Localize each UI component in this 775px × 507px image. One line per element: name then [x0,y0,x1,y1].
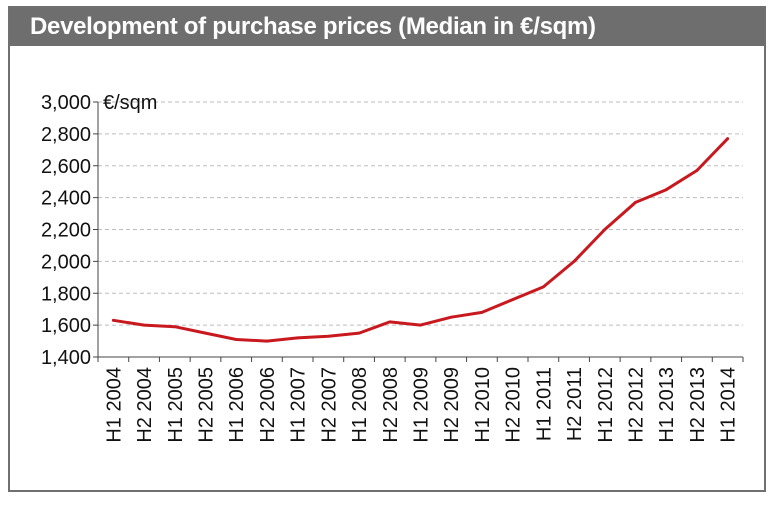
x-tick-label: H2 2007 [318,367,341,443]
x-tick-label: H1 2012 [594,367,617,443]
y-tick-label: 2,000 [40,251,91,274]
y-tick-label: 3,000 [40,92,91,114]
data-point [296,336,299,339]
x-tick-label: H2 2013 [686,367,709,443]
grid-lines [98,102,743,325]
y-tick-label: 1,800 [40,283,91,306]
data-point [665,188,668,191]
y-tick-label: 2,800 [40,123,91,146]
x-tick-label: H1 2004 [103,367,126,443]
x-tick-label: H2 2004 [134,367,157,443]
x-tick-label: H2 2005 [195,367,218,443]
data-point [726,137,729,140]
series-line [113,139,727,341]
data-point [327,335,330,338]
x-tick-label: H1 2005 [164,367,187,443]
data-point [143,324,146,327]
x-tick-label: H1 2008 [349,367,372,443]
x-tick-label: H1 2009 [410,367,433,443]
x-tick-label: H1 2007 [287,367,310,443]
x-tick-label: H1 2014 [717,367,740,443]
x-tick-label: H2 2012 [625,367,648,443]
y-tick-label: 1,600 [40,315,91,338]
data-point [112,319,115,322]
y-axis-unit-label: €/sqm [103,92,158,114]
y-axis-ticks [41,92,98,369]
data-point [266,340,269,343]
y-tick-label: 1,400 [40,347,91,369]
x-tick-label: H2 2008 [379,367,402,443]
series [112,137,729,342]
data-point [388,321,391,324]
x-tick-label: H2 2006 [256,367,279,443]
y-tick-label: 2,400 [40,187,91,210]
x-tick-label: H1 2013 [656,367,679,443]
x-tick-label: H1 2006 [226,367,249,443]
data-point [634,201,637,204]
x-axis-ticks [98,357,743,443]
data-point [235,338,238,341]
x-tick-label: H1 2011 [533,367,556,442]
x-tick-label: H1 2010 [471,367,494,443]
data-point [511,298,514,301]
data-point [450,316,453,319]
x-tick-label: H2 2009 [441,367,464,443]
data-point [696,169,699,172]
data-point [358,332,361,335]
data-point [204,332,207,335]
chart-title: Development of purchase prices (Median in €/sqm) [30,13,596,40]
x-tick-label: H2 2011 [564,367,587,442]
y-tick-label: 2,600 [40,155,91,178]
data-point [603,228,606,231]
data-point [419,324,422,327]
data-point [173,325,176,328]
data-point [573,260,576,263]
data-point [481,311,484,314]
y-tick-label: 2,200 [40,219,91,242]
data-point [542,285,545,288]
x-tick-label: H2 2010 [502,367,525,443]
